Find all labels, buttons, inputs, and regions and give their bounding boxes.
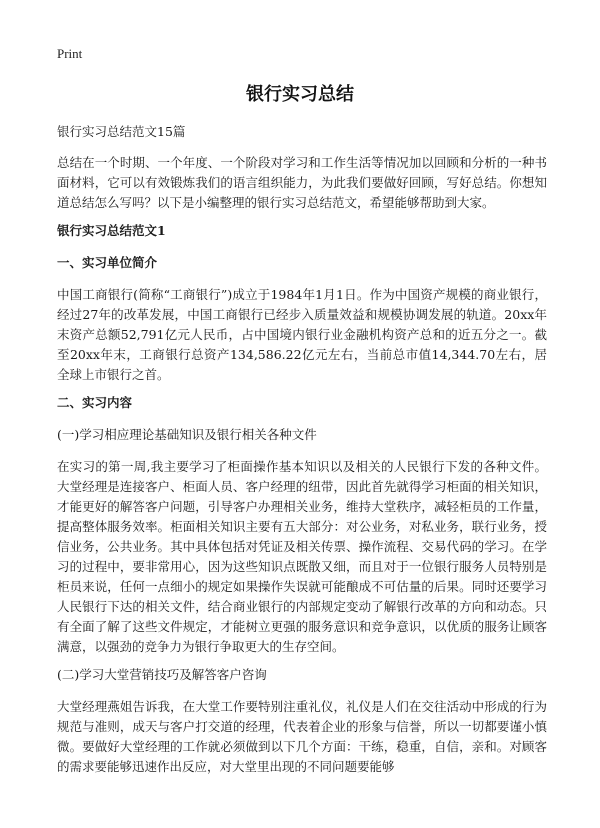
section2-sub2-heading: (二)学习大堂营销技巧及解答客户咨询 <box>57 667 267 682</box>
page-title: 银行实习总结 <box>246 84 354 105</box>
section2-heading: 二、实习内容 <box>57 395 133 410</box>
print-link[interactable]: Print <box>57 46 83 61</box>
section1-heading: 一、实习单位简介 <box>57 255 158 270</box>
section1-body: 中国工商银行(简称“工商银行”)成立于1984年1月1日。作为中国资产规模的商业银行，经过27年的改革发展，中国工商银行已经步入质量效益和规模协调发展的轨道。20xx年末资产总额52,791亿元人民币，占中国境内银行业金融机构资产总和的近五分之一。截至20xx年末，工商银行总资产134,586.22亿元左右，当前总市值14,344.70左右，居全球上市银行之首。 <box>57 287 547 382</box>
section2-sub1-heading: (一)学习相应理论基础知识及银行相关各种文件 <box>57 427 317 442</box>
article-subtitle: 银行实习总结范文15篇 <box>57 124 186 139</box>
essay-heading: 银行实习总结范文1 <box>57 223 166 238</box>
section2-sub1-body: 在实习的第一周,我主要学习了柜面操作基本知识以及相关的人民银行下发的各种文件。大堂经理是连接客户、柜面人员、客户经理的纽带，因此首先就得学习柜面的相关知识，才能更好的解答客户问题，引导客户办理相关业务，维持大堂秩序，减轻柜员的工作量，提高整体服务效率。柜面相关知识主要有五大部分：对公业务，对私业务，联行业务，授信业务，公共业务。其中具体包括对凭证及相关传票、操作流程、交易代码的学习。在学习的过程中，要非常用心，因为这些知识点既散又细，而且对于一位银行服务人员特别是柜员来说，任何一点细小的规定如果操作失误就可能酿成不可估量的后果。同时还要学习人民银行下达的相关文件，结合商业银行的内部规定变动了解银行改革的方向和动态。只有全面了解了这些文件规定，才能树立更强的服务意识和竞争意识，以优质的服务让顾客满意，以强劲的竞争力为银行争取更大的生存空间。 <box>57 459 547 654</box>
article-body <box>57 122 547 785</box>
section2-sub2-body: 大堂经理燕姐告诉我，在大堂工作要特别注重礼仪，礼仪是人们在交往活动中形成的行为规范与准则，成天与客户打交道的经理，代表着企业的形象与信誉，所以一切都要谨小慎微。要做好大堂经理的工作就必须做到以下几个方面：干练，稳重，自信，亲和。对顾客的需求要能够迅速作出反应，对大堂里出现的不同问题要能够 <box>57 699 547 774</box>
intro-paragraph: 总结在一个时期、一个年度、一个阶段对学习和工作生活等情况加以回顾和分析的一种书面材料，它可以有效锻炼我们的语言组织能力，为此我们要做好回顾，写好总结。你想知道总结怎么写吗？以下是小编整理的银行实习总结范文，希望能够帮助到大家。 <box>57 155 547 210</box>
